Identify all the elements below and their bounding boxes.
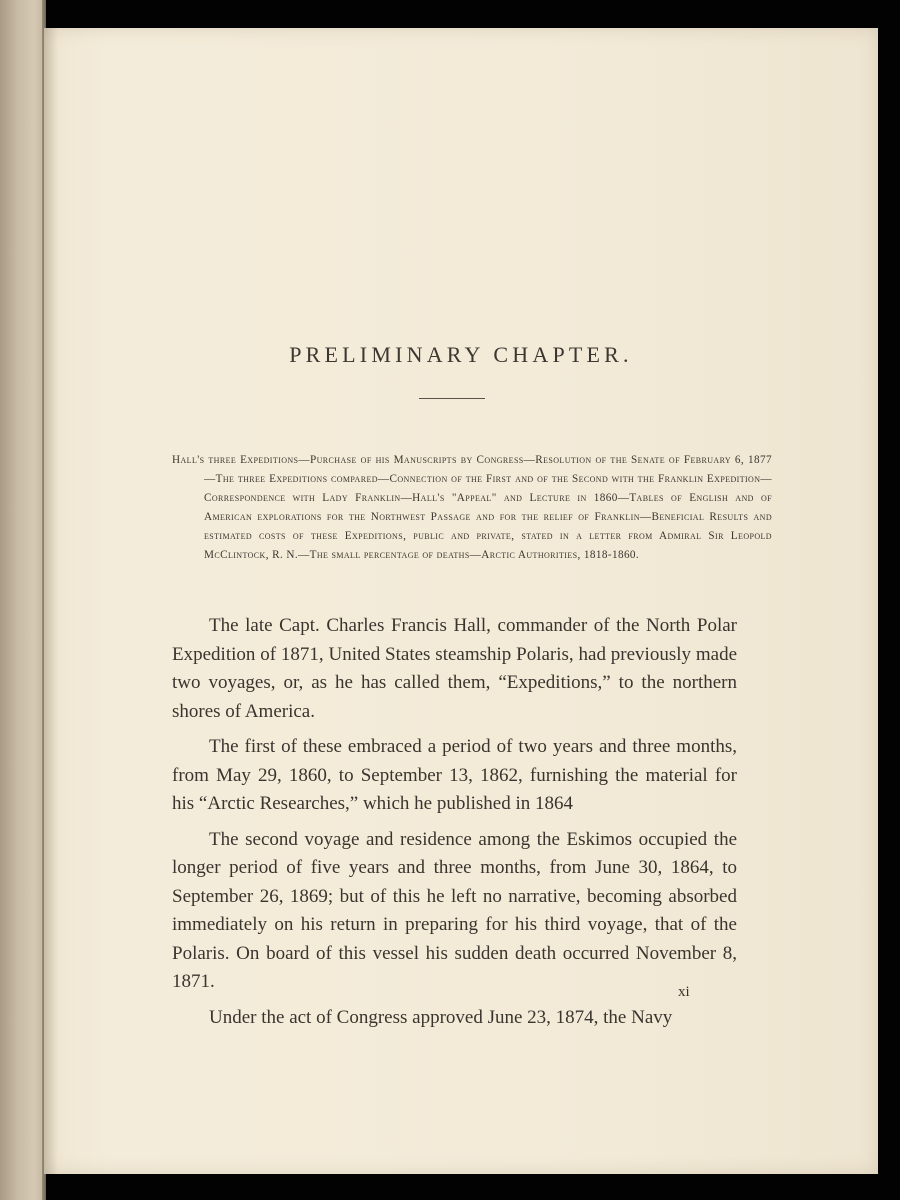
paragraph-1: The late Capt. Charles Francis Hall, commander of the North Polar Expedition of 1871, United States steamship Polaris, had previously made two voyages, or, as he has called them, “Expeditions,” to the northern shores of America. [172, 615, 737, 722]
facing-page-edge [0, 0, 46, 1200]
body-text [172, 612, 737, 1039]
paragraph-4: Under the act of Congress approved June 23, 1874, the Navy [209, 1006, 673, 1028]
page-gutter-shadow [44, 28, 58, 1174]
chapter-summary: Hall's three Expeditions—Purchase of his Manuscripts by Congress—Resolution of the Senate of February 6, 1877—The three Expeditions compared—Connection of the First and of the Second with the Franklin Expedition—Correspondence with Lady Franklin—Hall's "Appeal" and Lecture in 1860—Tables of English and of American explorations for the Northwest Passage and for the relief of Franklin—Beneficial Results and estimated costs of these Expeditions, public and private, stated in a letter from Admiral Sir Leopold McClintock, R. N.—The small percentage of deaths—Arctic Authorities, 1818-1860. [172, 454, 772, 561]
paragraph-2: The first of these embraced a period of two years and three months, from May 29, 1860, to September 13, 1862, furnishing the material for his “Arctic Researches,” which he published in 1864 [172, 736, 737, 814]
paragraph-3: The second voyage and residence among the Eskimos occupied the longer period of five years and three months, from June 30, 1864, to September 26, 1869; but of this he left no narrative, becoming absorbed immediately on his return in preparing for his third voyage, that of the Polaris. On board of this vessel his sudden death occurred November 8, 1871. [172, 828, 737, 992]
book-page [44, 28, 878, 1174]
page-number: xi [678, 984, 690, 1000]
chapter-title: PRELIMINARY CHAPTER. [289, 342, 633, 367]
title-rule [419, 398, 485, 399]
